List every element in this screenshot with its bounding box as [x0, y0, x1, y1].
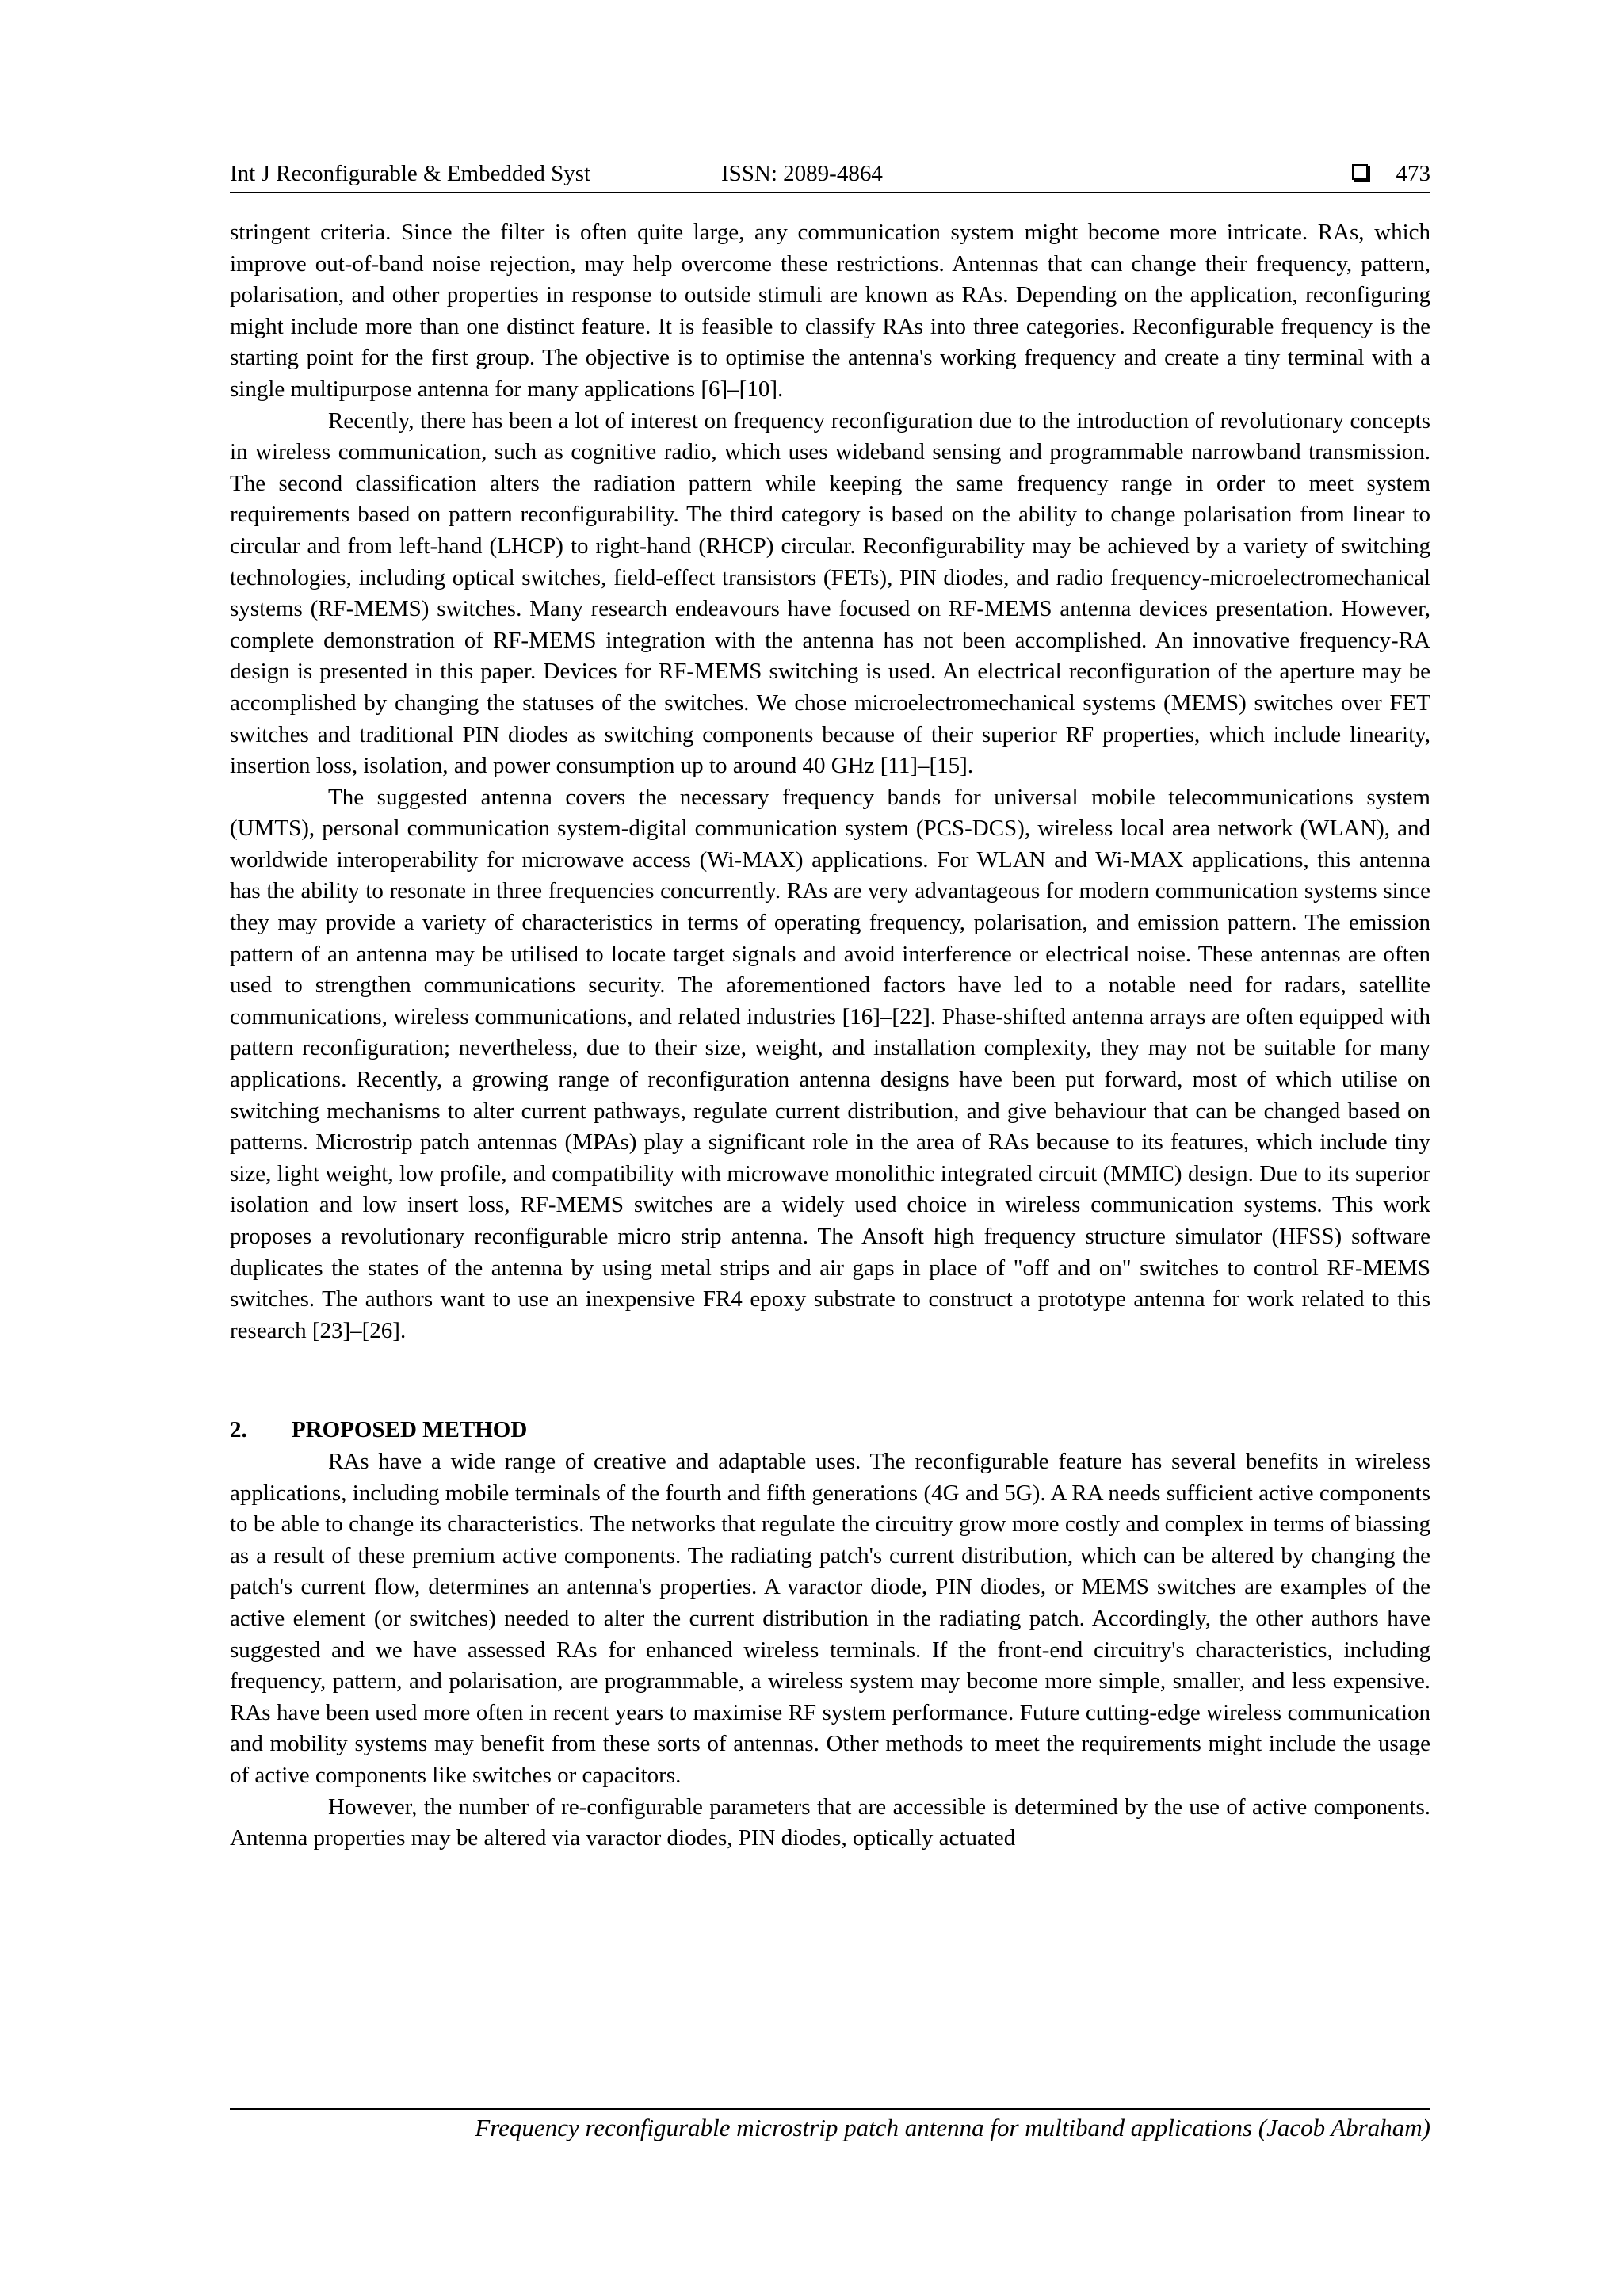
issn-label: ISSN: 2089-4864: [721, 161, 883, 186]
page-header: [230, 155, 1430, 193]
paragraph: Recently, there has been a lot of interest on frequency reconfiguration due to the introduction of revolutionary concepts in wireless communication, such as cognitive radio, which uses wideband sensing and programmable narrowband transmission. The second classification alters the radiation pattern while keeping the same frequency range in order to meet system requirements based on pattern reconfigurability. The third category is based on the ability to change polarisation from linear to circular and from left-hand (LHCP) to right-hand (RHCP) circular. Reconfigurability may be achieved by a variety of switching technologies, including optical switches, field-effect transistors (FETs), PIN diodes, and radio frequency-microelectromechanical systems (RF-MEMS) switches. Many research endeavours have focused on RF-MEMS antenna devices presentation. However, complete demonstration of RF-MEMS integration with the antenna has not been accomplished. An innovative frequency-RA design is presented in this paper. Devices for RF-MEMS switching is used. An electrical reconfiguration of the aperture may be accomplished by changing the statuses of the switches. We chose microelectromechanical systems (MEMS) switches over FET switches and traditional PIN diodes as switching components because of their superior RF properties, which include linearity, insertion loss, isolation, and power consumption up to around 40 GHz [11]–[15].: [230, 407, 1430, 779]
body-text: [230, 217, 1430, 1855]
section-heading: [230, 1415, 1430, 1446]
page-footer: [230, 2108, 1430, 2149]
paragraph: The suggested antenna covers the necessary frequency bands for universal mobile telecommunications system (UMTS), personal communication system-digital communication system (PCS-DCS), wireless local area network (WLAN), and worldwide interoperability for microwave access (Wi-MAX) applications. For WLAN and Wi-MAX applications, this antenna has the ability to resonate in three frequencies concurrently. RAs are very advantageous for modern communication systems since they may provide a variety of characteristics in terms of operating frequency, polarisation, and emission pattern. The emission pattern of an antenna may be utilised to locate target signals and avoid interference or electrical noise. These antennas are often used to strengthen communications security. The aforementioned factors have led to a notable need for radars, satellite communications, wireless communications, and related industries [16]–[22]. Phase-shifted antenna arrays are often equipped with pattern reconfiguration; nevertheless, due to their size, weight, and installation complexity, they may not be suitable for many applications. Recently, a growing range of reconfiguration antenna designs have been put forward, most of which utilise on switching mechanisms to alter current pathways, regulate current distribution, and give behaviour that can be changed based on patterns. Microstrip patch antennas (MPAs) play a significant role in the area of RAs because to its features, which include tiny size, light weight, low profile, and compatibility with microwave monolithic integrated circuit (MMIC) design. Due to its superior isolation and low insert loss, RF-MEMS switches are a widely used choice in wireless communication systems. This work proposes a revolutionary reconfigurable micro strip antenna. The Ansoft high frequency structure simulator (HFSS) software duplicates the states of the antenna by using metal strips and air gaps in place of "off and on" switches to control RF-MEMS switches. The authors want to use an inexpensive FR4 epoxy substrate to construct a prototype antenna for work related to this research [23]–[26].: [230, 784, 1430, 1343]
paragraph: RAs have a wide range of creative and adaptable uses. The reconfigurable feature has several benefits in wireless applications, including mobile terminals of the fourth and fifth generations (4G and 5G). A RA needs sufficient active components to be able to change its characteristics. The networks that regulate the circuitry grow more costly and complex in terms of biassing as a result of these premium active components. The radiating patch's current distribution, which can be altered by changing the patch's current flow, determines an antenna's properties. A varactor diode, PIN diodes, or MEMS switches are examples of the active element (or switches) needed to alter the current distribution in the radiating patch. Accordingly, the other authors have suggested and we have assessed RAs for enhanced wireless terminals. If the front-end circuitry's characteristics, including frequency, pattern, and polarisation, are programmable, a wireless system may become more simple, smaller, and less expensive. RAs have been used more often in recent years to maximise RF system performance. Future cutting-edge wireless communication and mobility systems may benefit from these sorts of antennas. Other methods to meet the requirements might include the usage of active components like switches or capacitors.: [230, 1448, 1430, 1788]
section-number: 2.: [230, 1417, 247, 1443]
paragraph-continued: stringent criteria. Since the filter is often quite large, any communication system might become more intricate. RAs, which improve out-of-band noise rejection, may help overcome these restrictions. Antennas that can change their frequency, pattern, polarisation, and other properties in response to outside stimuli are known as RAs. Depending on the application, reconfiguring might include more than one distinct feature. It is feasible to classify RAs into three categories. Reconfigurable frequency is the starting point for the first group. The objective is to optimise the antenna's working frequency and create a tiny terminal with a single multipurpose antenna for many applications [6]–[10].: [230, 220, 1430, 402]
section-title: PROPOSED METHOD: [292, 1417, 528, 1443]
footer-title: Frequency reconfigurable microstrip patch antenna for multiband applications (Jacob Abraham): [475, 2114, 1430, 2141]
paragraph: However, the number of re-configurable parameters that are accessible is determined by the use of active components. Antenna properties may be altered via varactor diodes, PIN diodes, optically actuated: [230, 1794, 1430, 1851]
page-number: 473: [1396, 161, 1430, 186]
checkbox-icon: [1352, 164, 1368, 180]
journal-name: Int J Reconfigurable & Embedded Syst: [230, 161, 591, 186]
